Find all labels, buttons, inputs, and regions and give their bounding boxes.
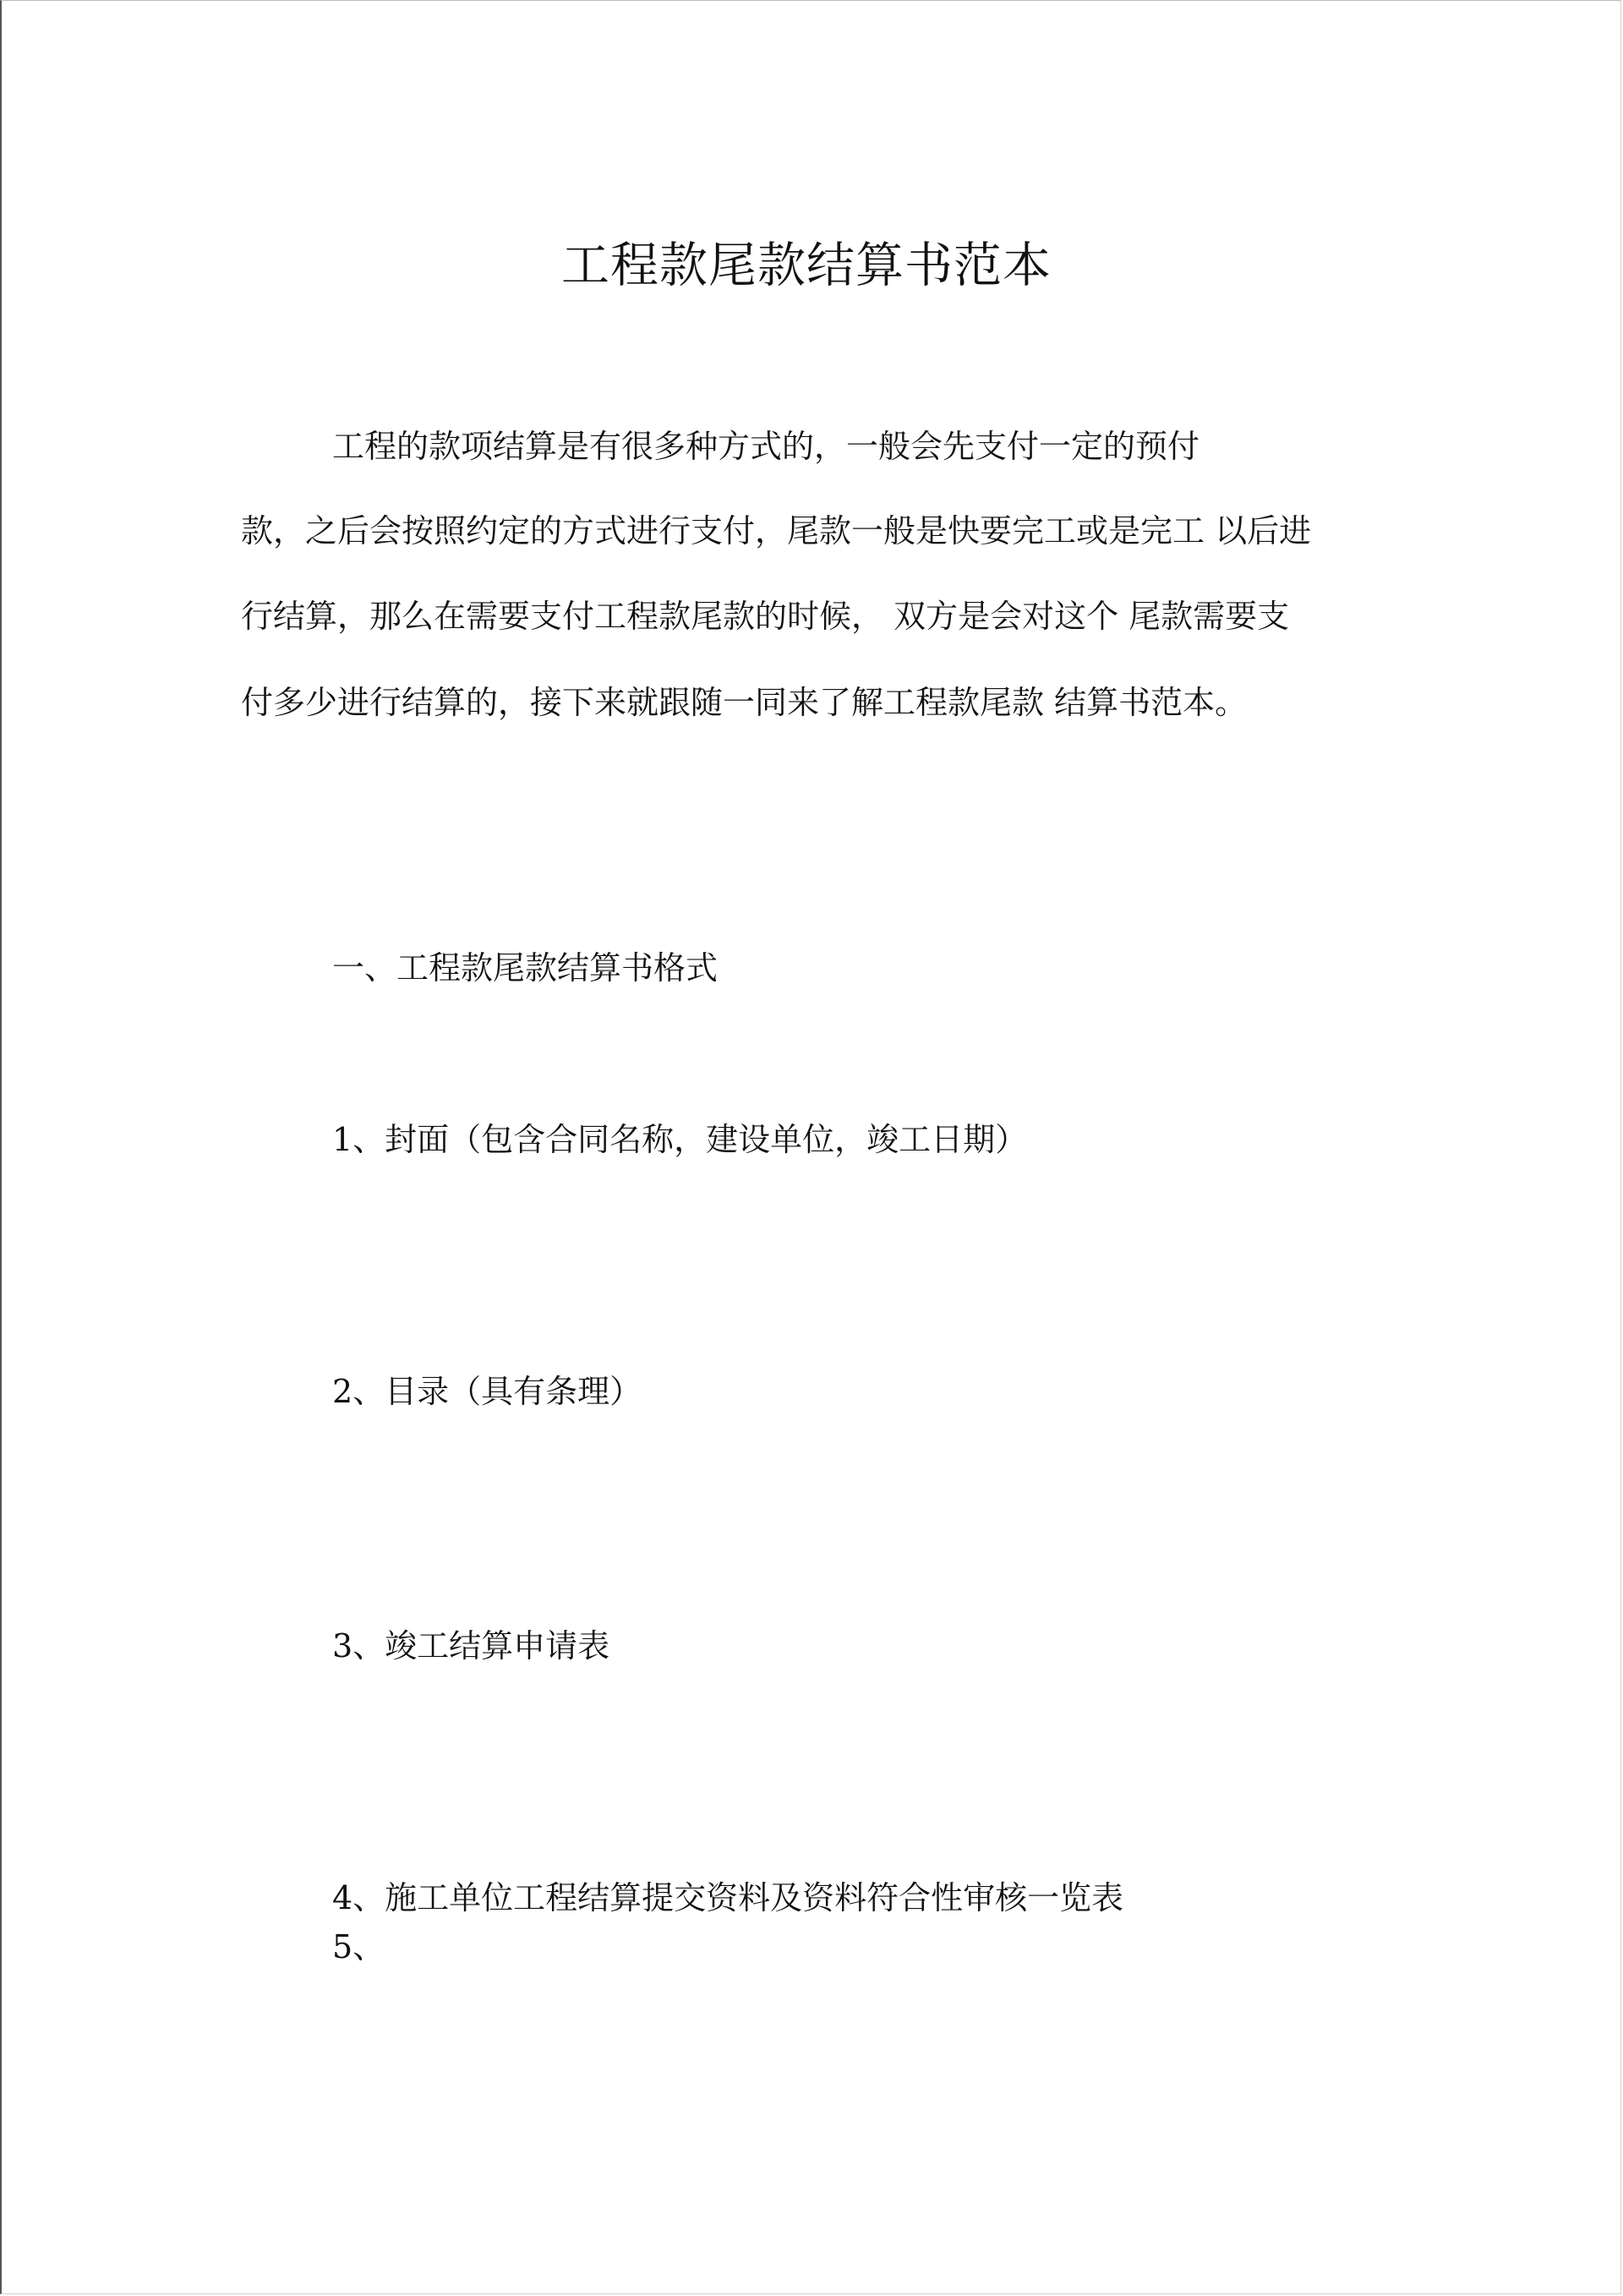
document-title: 工程款尾款结算书范本: [561, 238, 1052, 293]
section-heading: 一、工程款尾款结算书格式: [332, 949, 719, 987]
list-item-1: 1、封面（包含合同名称，建设单位，竣工日期）: [332, 1121, 1028, 1158]
list-item-4: 4、施工单位工程结算提交资料及资料符合性审核一览表: [332, 1879, 1124, 1916]
list-item-2: 2、目录（具有条理）: [332, 1373, 642, 1410]
intro-paragraph-line-1: 工程的款项结算是有很多种方式的，一般会先支付一定的预付: [332, 428, 1200, 465]
intro-paragraph-line-2: 款，之后会按照约定的方式进行支付，尾款一般是快要完工或是完工 以后进: [241, 512, 1312, 549]
list-item-5: 5、: [332, 1928, 385, 1965]
intro-paragraph-line-3: 行结算，那么在需要支付工程款尾款的时候， 双方是会对这个 尾款需要支: [241, 598, 1290, 635]
list-item-3: 3、竣工结算申请表: [332, 1627, 610, 1665]
intro-paragraph-line-4: 付多少进行结算的，接下来就跟随一同来了解工程款尾款 结算书范本。: [241, 684, 1248, 721]
